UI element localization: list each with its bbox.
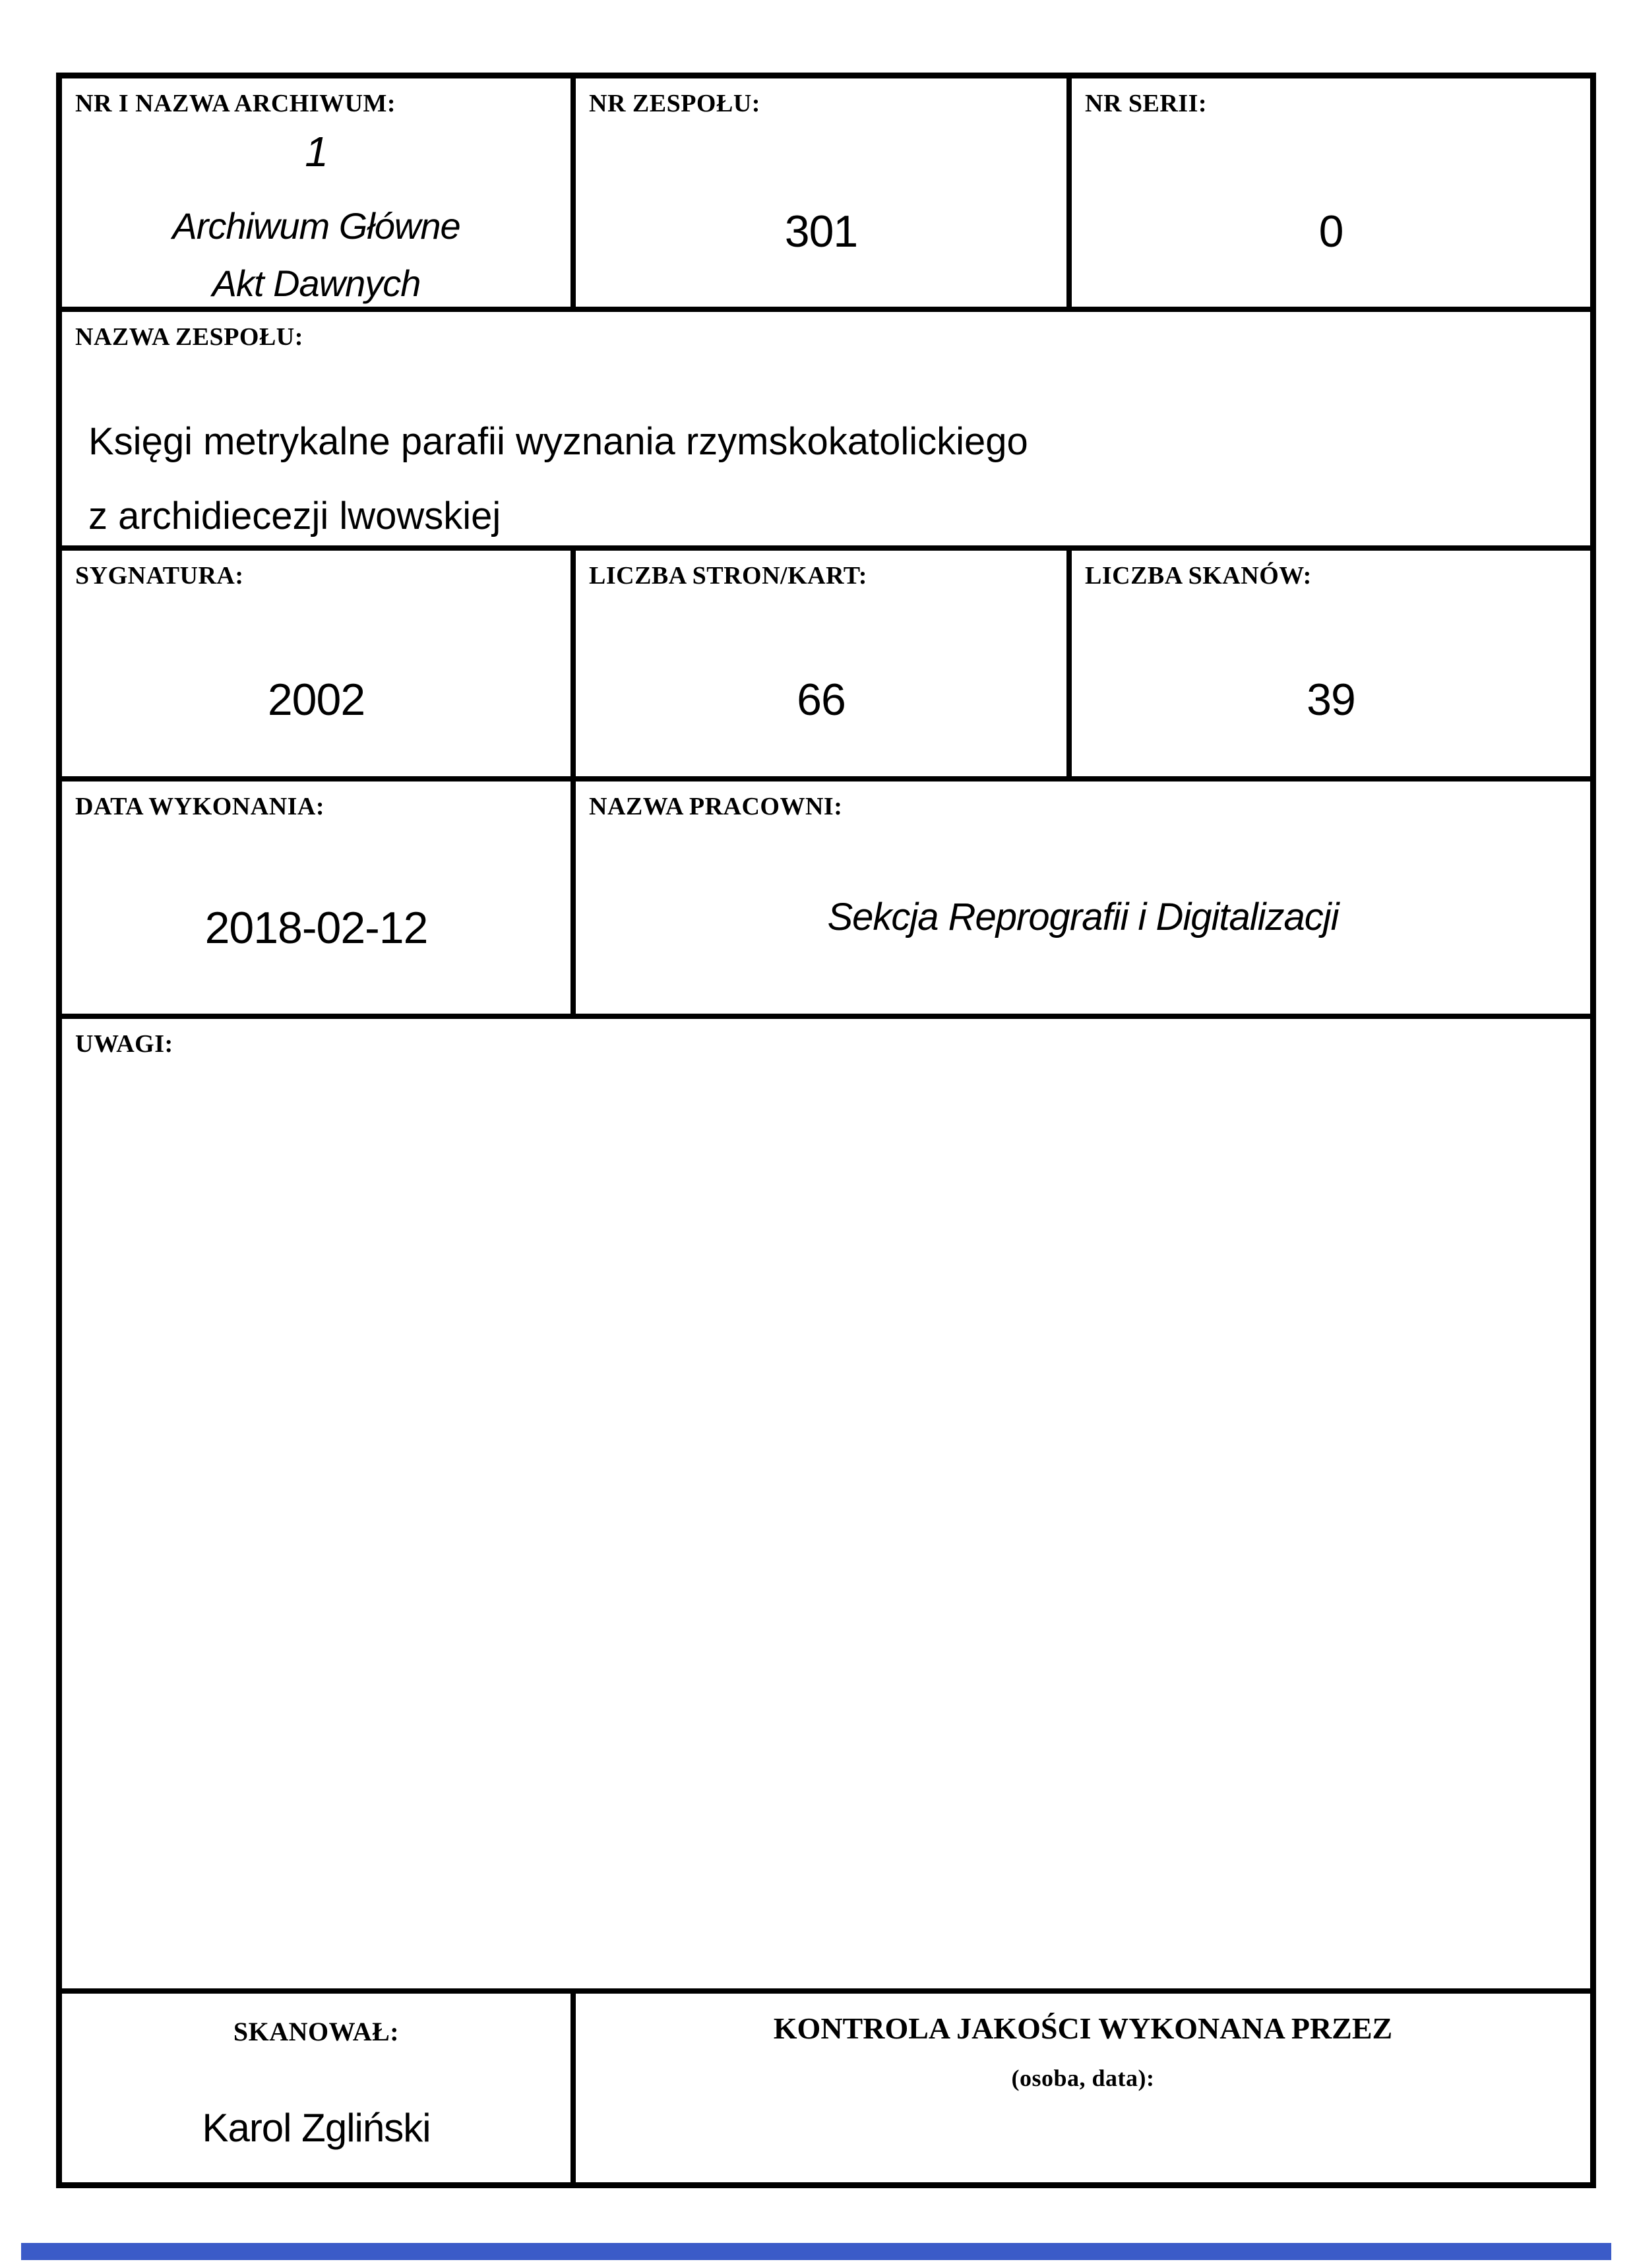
fonds-name-value [88,404,1570,553]
cell-scans-count [1072,551,1590,776]
fonds-number-label: NR ZESPOŁU: [589,90,760,117]
scanned-by-value: Karol Zgliński [202,2106,431,2150]
cell-archive [62,78,576,307]
series-number-value: 0 [1318,206,1343,257]
fonds-name-line1: Księgi metrykalne parafii wyznania rzymskokatolickiego [88,420,1028,463]
archive-name-line2: Akt Dawnych [212,262,421,304]
scanned-by-label: SKANOWAŁ: [233,2017,400,2046]
lab-name-label: NAZWA PRACOWNI: [589,793,843,820]
lab-name-value: Sekcja Reprografii i Digitalizacji [827,896,1339,938]
cell-lab-name [576,782,1590,1014]
row-archive-info [62,78,1590,312]
fonds-name-label: NAZWA ZESPOŁU: [75,323,303,351]
series-number-value-wrap [1072,202,1590,261]
fonds-name-line2: z archidiecezji lwowskiej [88,495,501,538]
cell-series-number [1072,78,1590,307]
row-date-lab [62,782,1590,1019]
pages-count-value-wrap [576,671,1066,729]
scans-count-value-wrap [1072,671,1590,729]
scan-date-value: 2018-02-12 [204,903,428,953]
signature-value: 2002 [267,675,365,725]
archive-value [62,125,571,313]
fonds-number-value: 301 [784,206,858,257]
scan-date-label: DATA WYKONANIA: [75,793,325,820]
signature-value-wrap [62,671,571,729]
quality-control-label: KONTROLA JAKOŚCI WYKONANA PRZEZ [773,2011,1393,2045]
scanned-by-value-wrap [62,2102,571,2154]
archive-number: 1 [305,128,328,175]
pages-count-label: LICZBA STRON/KART: [589,562,867,590]
series-number-label: NR SERII: [1085,90,1208,117]
cell-fonds-name [62,312,1590,545]
pages-count-value: 66 [797,675,846,725]
signature-label: SYGNATURA: [75,562,244,590]
cell-signature [62,551,576,776]
lab-name-value-wrap [576,892,1590,942]
cell-pages-count [576,551,1072,776]
metadata-form-table [56,73,1596,2188]
row-fonds-name [62,312,1590,551]
cell-scanned-by [62,1994,576,2182]
row-signoff [62,1994,1590,2182]
cell-scan-date [62,782,576,1014]
fonds-number-value-wrap [576,202,1066,261]
scans-count-label: LICZBA SKANÓW: [1085,562,1312,590]
row-signature-counts [62,551,1590,782]
row-notes [62,1019,1590,1994]
cell-notes [62,1019,1590,1988]
archive-name-line1: Archiwum Główne [172,205,460,247]
cell-quality-control [576,1994,1590,2182]
archive-label: NR I NAZWA ARCHIWUM: [75,90,396,117]
notes-label: UWAGI: [75,1030,173,1058]
scans-count-value: 39 [1307,675,1355,725]
quality-control-sublabel: (osoba, data): [1011,2065,1155,2091]
bottom-blue-bar [21,2243,1611,2260]
scan-date-value-wrap [62,899,571,957]
cell-fonds-number [576,78,1072,307]
